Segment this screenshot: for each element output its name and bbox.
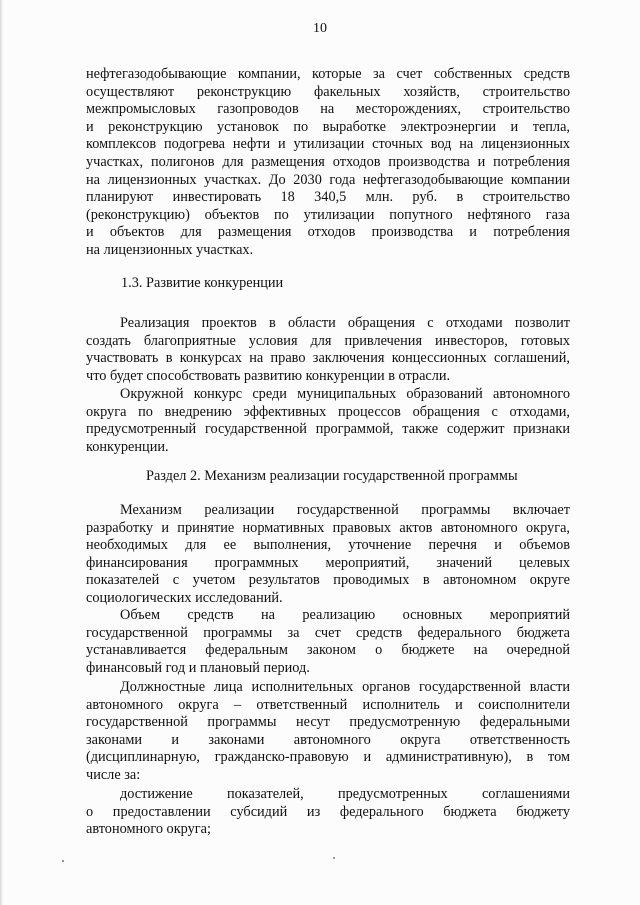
text-line: необходимых для ее выполнения, уточнение перечня и объемов	[86, 537, 570, 554]
scan-speck	[333, 857, 335, 859]
text-line: государственной программы за счет средств федерального бюджета	[86, 624, 570, 641]
text-line: на лицензионных участках. До 2030 года нефтегазодобывающие компании	[86, 171, 570, 188]
text-line: (дисциплинарную, гражданско-правовую и административную), в том	[86, 749, 570, 766]
text-line: округа по внедрению эффективных процессов обращения с отходами,	[86, 403, 570, 420]
text-line: государственной программы несут предусмотренную федеральными	[86, 714, 570, 731]
paragraph-funding	[86, 607, 570, 677]
scan-speck	[62, 860, 64, 862]
paragraph-responsibility	[86, 679, 570, 785]
section-heading-1-3: 1.3. Развитие конкуренции	[121, 275, 284, 291]
text-line: достижение показателей, предусмотренных соглашениями	[120, 786, 570, 802]
text-line: показателей с учетом результатов проводимых в автономном округе	[86, 572, 570, 589]
text-line: участках, полигонов для размещения отходов производства и потребления	[86, 153, 570, 170]
paragraph-mechanism	[86, 502, 570, 608]
section-heading-2: Раздел 2. Механизм реализации государственной программы	[146, 468, 518, 484]
text-line: финансовый год и плановый период.	[86, 659, 310, 676]
text-line: планируют инвестировать 18 340,5 млн. руб. в строительство	[86, 189, 570, 206]
text-line: числе за:	[86, 766, 141, 783]
text-line: социологических исследований.	[86, 589, 283, 606]
text-line: разработку и принятие нормативных правовых актов автономного округа,	[86, 519, 570, 536]
text-line: на лицензионных участках.	[86, 241, 254, 258]
text-line: нефтегазодобывающие компании, которые за счет собственных средств	[86, 66, 570, 82]
scan-edge	[0, 0, 3, 905]
text-line: Механизм реализации государственной программы включает	[120, 502, 570, 518]
paragraph-competition	[86, 315, 570, 385]
text-line: комплексов подогрева нефти и утилизации сточных вод на лицензионных	[86, 136, 570, 153]
text-line: финансирования программных мероприятий, значений целевых	[86, 554, 570, 571]
text-line: Окружной конкурс среди муниципальных образований автономного	[120, 386, 570, 402]
text-line: Должностные лица исполнительных органов государственной власти	[120, 679, 570, 695]
text-line: конкуренции.	[86, 438, 169, 455]
text-line: межпромысловых газопроводов на месторождениях, строительство	[86, 101, 570, 118]
text-line: (реконструкцию) объектов по утилизации попутного нефтяного газа	[86, 206, 570, 223]
text-line: автономного округа;	[86, 821, 211, 838]
text-line: предусмотренный государственной программой, также содержит признаки	[86, 421, 570, 438]
text-line: Реализация проектов в области обращения с отходами позволит	[120, 315, 570, 331]
text-line: автономного округа – ответственный исполнитель и соисполнители	[86, 696, 570, 713]
text-line: Объем средств на реализацию основных мероприятий	[120, 607, 570, 623]
text-line: и объектов для размещения отходов производства и потребления	[86, 224, 570, 241]
text-line: что будет способствовать развитию конкуренции в отрасли.	[86, 367, 451, 384]
text-line: создать благоприятные условия для привлечения инвесторов, готовых	[86, 332, 570, 349]
paragraph-contest	[86, 386, 570, 456]
paragraph-indicators	[86, 786, 570, 839]
text-line: законами и законами автономного округа ответственность	[86, 731, 570, 748]
text-line: участвовать в конкурсах на право заключения концессионных соглашений,	[86, 350, 570, 367]
text-line: осуществляют реконструкцию факельных хозяйств, строительство	[86, 83, 570, 100]
paragraph-intro	[86, 66, 570, 260]
text-line: устанавливается федеральным законом о бюджете на очередной	[86, 642, 570, 659]
text-line: и реконструкцию установок по выработке электроэнергии и тепла,	[86, 118, 570, 135]
page-number: 10	[313, 21, 327, 36]
text-line: о предоставлении субсидий из федерального бюджета бюджету	[86, 803, 570, 820]
